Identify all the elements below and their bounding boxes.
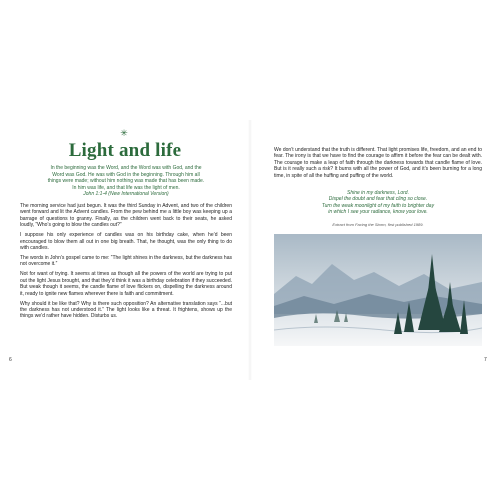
verse-line: In the beginning was the Word, and the Word was with God, and the xyxy=(50,165,202,171)
paragraph: We don’t understand that the truth is different. That light promises life, freedom, and an end to fear. The irony is that we have to find the courage to affirm it before the fear can be dealt with. The courage to make a leap of faith through the darkness towards that candle flame of love. But is it really such a risk? It burns with all the power of God, and it’s been burning for a long time, in spite of all the huffing and puffing of the world. xyxy=(274,147,482,179)
paragraph: Not for want of trying. It seems at times as though all the powers of the world are trying to put out the light Jesus brought, and that they’d think it was a birthday celebration if they succeeded. But weak though it seems, the candle flame of love flickers on, dispelling the darkness around it, ready to ignite new flames wherever there is faith and commitment. xyxy=(20,271,232,297)
right-body-text xyxy=(274,147,482,183)
verse-line: In him was life, and that life was the light of men. xyxy=(72,184,180,191)
poem-line: Dispel the doubt and fear that cling so close. xyxy=(328,196,428,203)
verse-line: things were made; without him nothing was made that has been made. xyxy=(47,178,205,184)
right-page xyxy=(250,0,500,500)
paragraph: I suppose his only experience of candles was on his birthday cake, when he’d been encouraged to blow them all out in one big breath. That, he thought, was the only thing to do with candles. xyxy=(20,232,232,252)
scripture-verse xyxy=(20,165,232,198)
left-body-text xyxy=(20,203,232,323)
poem-line: in which I see your radiance, know your love. xyxy=(328,209,428,216)
paragraph: The words in John’s gospel came to me: “The light shines in the darkness, but the darkness has not overcome it.” xyxy=(20,255,232,268)
verse-reference: John 1:1-4 (New International Version) xyxy=(83,191,169,197)
poem-line: Shine in my darkness, Lord. xyxy=(347,190,409,196)
watercolor-landscape-painting xyxy=(274,234,482,346)
page-title: Light and life xyxy=(68,140,182,161)
page-number-right: 7 xyxy=(484,357,487,363)
star-ornament-icon: ✳ xyxy=(120,128,128,138)
paragraph: Why should it be like that? Why is there such opposition? An alternative translation says “...but the darkness has not understood it.” The light looks like a threat. It frightens, shows up the things we’d rather have hidden. Disturbs us. xyxy=(20,300,232,320)
landscape-illustration xyxy=(274,234,482,346)
page-number-left: 6 xyxy=(9,357,12,363)
extract-credit: Extract from Facing the Storm, first published 1989. xyxy=(332,222,424,227)
paragraph: The morning service had just begun. It was the third Sunday in Advent, and two of the children went forward and lit the Advent candles. From the pew behind me a little boy was keeping up a barrage of questions to granny. Finally, as the children went back to their seats, he asked loudly, “Who’s going to blow the candles out?” xyxy=(20,203,232,229)
poem-line: Turn the weak moonlight of my faith to brighter day xyxy=(321,202,435,209)
prayer-poem xyxy=(274,190,482,216)
verse-line: Word was God. He was with God in the beginning. Through him all xyxy=(52,171,200,178)
